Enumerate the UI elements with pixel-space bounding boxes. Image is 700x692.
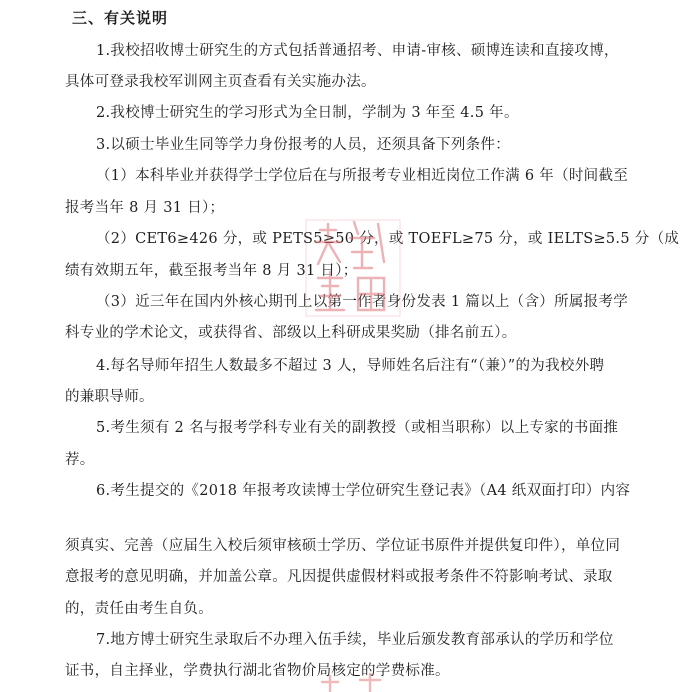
- section-heading: 三、有关说明: [72, 9, 169, 27]
- paragraph-line: 证书，自主择业，学费执行湖北省物价局核定的学费标准。: [65, 663, 450, 679]
- paragraph-line: 的兼职导师。: [65, 389, 154, 405]
- paragraph-line: 报考当年 8 月 31 日）；: [65, 200, 225, 216]
- watermark-stamp: [298, 212, 408, 322]
- paragraph-line: 6.考生提交的《2018 年报考攻读博士学位研究生登记表》（A4 纸双面打印）内容: [96, 483, 631, 499]
- paragraph-line: 7.地方博士研究生录取后不办理入伍手续，毕业后颁发教育部承认的学历和学位: [96, 632, 614, 648]
- paragraph-line: 3.以硕士毕业生同等学力身份报考的人员，还须具备下列条件：: [96, 137, 511, 153]
- paragraph-line: 科专业的学术论文，或获得省、部级以上科研成果奖励（排名前五）。: [65, 325, 517, 341]
- paragraph-line: 荐。: [65, 452, 95, 468]
- watermark-stamp-fragment: [300, 662, 410, 692]
- paragraph-line: 的，责任由考生自负。: [65, 601, 213, 617]
- paragraph-line: 1.我校招收博士研究生的方式包括普通招考、申请-审核、硕博连读和直接攻博，: [96, 43, 619, 59]
- paragraph-line: （3）近三年在国内外核心期刊上以第一作者身份发表 1 篇以上（含）所属报考学: [96, 294, 629, 310]
- paragraph-line: （1）本科毕业并获得学士学位后在与所报考专业相近岗位工作满 6 年（时间截至: [96, 168, 629, 184]
- paragraph-line: 须真实、完善（应届生入校后须审核硕士学历、学位证书原件并提供复印件），单位同: [65, 538, 621, 554]
- paragraph-line: 意报考的意见明确，并加盖公章。凡因提供虚假材料或报考条件不符影响考试、录取: [65, 569, 613, 585]
- paragraph-line: 5.考生须有 2 名与报考学科专业有关的副教授（或相当职称）以上专家的书面推: [96, 420, 619, 436]
- paragraph-line: 绩有效期五年，截至报考当年 8 月 31 日）；: [65, 263, 358, 279]
- paragraph-line: 具体可登录我校军训网主页查看有关实施办法。: [65, 74, 376, 90]
- paragraph-line: （2）CET6≥426 分，或 PETS5≥50 分，或 TOEFL≥75 分，或 IELTS≥5.5 分（成: [96, 231, 680, 247]
- paragraph-line: 2.我校博士研究生的学习形式为全日制，学制为 3 年至 4.5 年。: [96, 105, 519, 121]
- paragraph-line: 4.每名导师年招生人数最多不超过 3 人，导师姓名后注有“（兼）”的为我校外聘: [96, 358, 605, 374]
